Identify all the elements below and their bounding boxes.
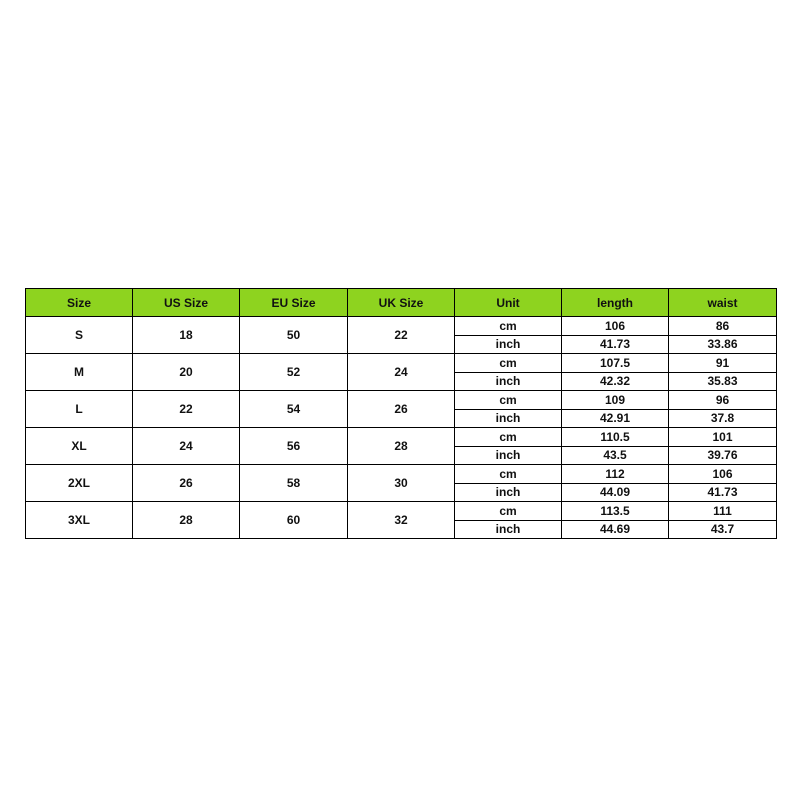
uk-size-cell: 26 (348, 391, 455, 428)
header-row (26, 289, 777, 317)
unit-cell: cm (455, 391, 562, 410)
eu-size-cell: 52 (240, 354, 348, 391)
length-cell: 41.73 (562, 335, 669, 354)
eu-size-cell: 54 (240, 391, 348, 428)
waist-cell: 39.76 (669, 446, 777, 465)
length-cell: 44.69 (562, 520, 669, 539)
us-size-cell: 24 (133, 428, 240, 465)
header-size: Size (26, 289, 133, 317)
eu-size-cell: 50 (240, 317, 348, 354)
header-unit: Unit (455, 289, 562, 317)
us-size-cell: 28 (133, 502, 240, 539)
unit-cell: cm (455, 428, 562, 447)
header-us-size: US Size (133, 289, 240, 317)
unit-cell: cm (455, 502, 562, 521)
table-body (26, 317, 777, 539)
waist-cell: 35.83 (669, 372, 777, 391)
uk-size-cell: 28 (348, 428, 455, 465)
unit-cell: inch (455, 520, 562, 539)
unit-cell: inch (455, 335, 562, 354)
waist-cell: 37.8 (669, 409, 777, 428)
length-cell: 42.32 (562, 372, 669, 391)
header-waist: waist (669, 289, 777, 317)
waist-cell: 43.7 (669, 520, 777, 539)
unit-cell: cm (455, 465, 562, 484)
waist-cell: 101 (669, 428, 777, 447)
length-cell: 106 (562, 317, 669, 336)
waist-cell: 111 (669, 502, 777, 521)
size-cell: L (26, 391, 133, 428)
us-size-cell: 26 (133, 465, 240, 502)
table-row (26, 502, 777, 521)
header-eu-size: EU Size (240, 289, 348, 317)
length-cell: 112 (562, 465, 669, 484)
table-row (26, 465, 777, 484)
unit-cell: inch (455, 483, 562, 502)
unit-cell: inch (455, 409, 562, 428)
unit-cell: inch (455, 446, 562, 465)
size-cell: M (26, 354, 133, 391)
length-cell: 110.5 (562, 428, 669, 447)
unit-cell: inch (455, 372, 562, 391)
length-cell: 107.5 (562, 354, 669, 373)
uk-size-cell: 32 (348, 502, 455, 539)
waist-cell: 96 (669, 391, 777, 410)
us-size-cell: 18 (133, 317, 240, 354)
size-cell: S (26, 317, 133, 354)
length-cell: 109 (562, 391, 669, 410)
waist-cell: 41.73 (669, 483, 777, 502)
eu-size-cell: 58 (240, 465, 348, 502)
size-cell: 3XL (26, 502, 133, 539)
size-cell: XL (26, 428, 133, 465)
waist-cell: 106 (669, 465, 777, 484)
table-row (26, 428, 777, 447)
table-row (26, 391, 777, 410)
uk-size-cell: 22 (348, 317, 455, 354)
waist-cell: 91 (669, 354, 777, 373)
waist-cell: 33.86 (669, 335, 777, 354)
eu-size-cell: 56 (240, 428, 348, 465)
uk-size-cell: 24 (348, 354, 455, 391)
unit-cell: cm (455, 354, 562, 373)
us-size-cell: 22 (133, 391, 240, 428)
length-cell: 43.5 (562, 446, 669, 465)
size-cell: 2XL (26, 465, 133, 502)
header-length: length (562, 289, 669, 317)
table-row (26, 354, 777, 373)
us-size-cell: 20 (133, 354, 240, 391)
length-cell: 44.09 (562, 483, 669, 502)
length-cell: 42.91 (562, 409, 669, 428)
length-cell: 113.5 (562, 502, 669, 521)
waist-cell: 86 (669, 317, 777, 336)
uk-size-cell: 30 (348, 465, 455, 502)
eu-size-cell: 60 (240, 502, 348, 539)
header-uk-size: UK Size (348, 289, 455, 317)
table-row (26, 317, 777, 336)
unit-cell: cm (455, 317, 562, 336)
size-chart-table (25, 288, 777, 539)
table-header (26, 289, 777, 317)
